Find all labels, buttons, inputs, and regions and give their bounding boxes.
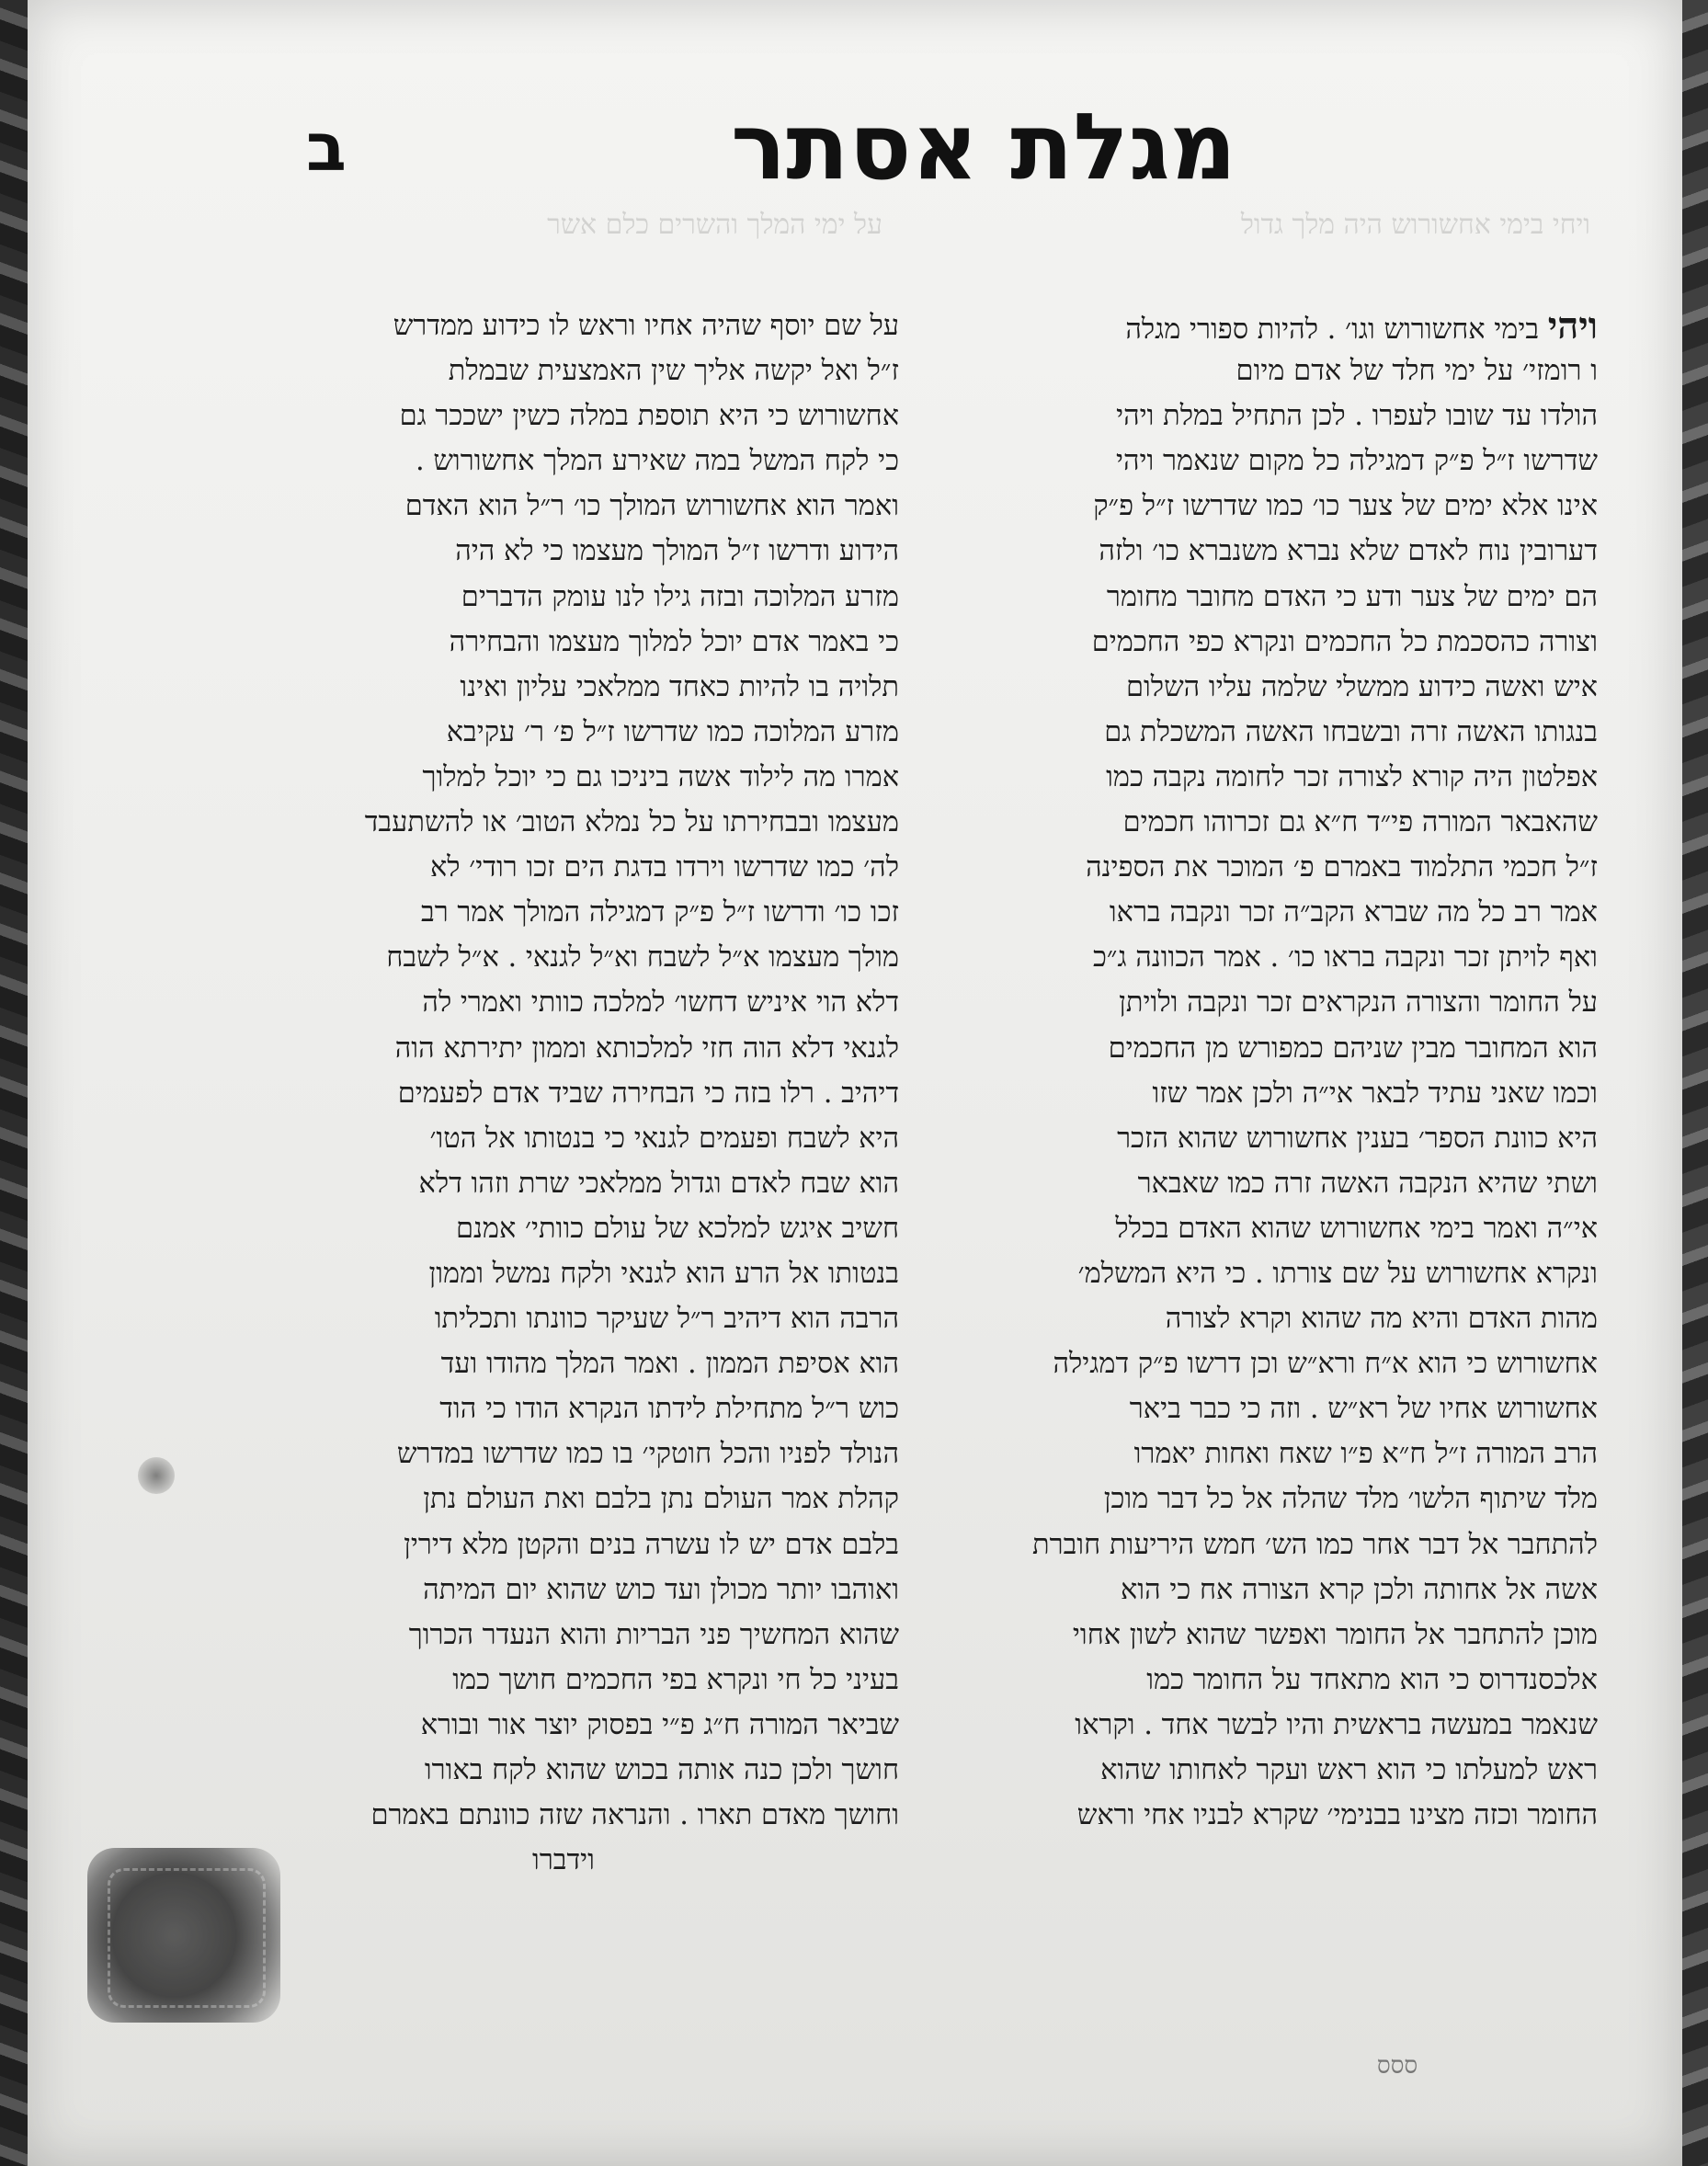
catchword: ססס [1376, 2052, 1418, 2080]
text-line: על שם יוסף שהיה אחיו וראש לו כידוע ממדרש [393, 310, 899, 342]
text-line [936, 620, 1598, 665]
library-stamp [87, 1848, 280, 2023]
text-line [936, 1026, 1598, 1071]
text-line: בעיני כל חי ונקרא בפי החכמים חושך כמו [452, 1663, 899, 1696]
text-line: ואוהבו יותר מכולן ועד כוש שהוא יום המיתה [423, 1573, 899, 1606]
text-line-content: שנאמר במעשה בראשית והיו לבשר אחד . וקראו [1075, 1708, 1598, 1741]
text-line [936, 1748, 1598, 1793]
page-title: מגלת אסתר [731, 93, 1236, 200]
text-line [936, 303, 1598, 348]
text-line: היא לשבח ופעמים לגנאי כי בנטותו אל הטו׳ [429, 1122, 899, 1155]
text-line: כוש ר״ל מתחילת לידתו הנקרא הודו כי הוד [439, 1393, 899, 1426]
text-line: לה׳ כמו שדרשו וירדו בדגת הים זכו רודי׳ לא [430, 851, 899, 884]
text-line [936, 1568, 1598, 1613]
text-line [936, 1793, 1598, 1838]
text-line-content: אינו אלא ימים של צער כו׳ כמו שדרשו ז״ל פ״ק [1093, 490, 1598, 523]
text-line [936, 1658, 1598, 1703]
text-line: הוא שבח לאדם וגדול ממלאכי שרת וזהו דלא [418, 1167, 899, 1200]
text-line-content: מהות האדם והיא מה שהוא וקרא לצורה [1165, 1303, 1598, 1336]
bleed-through-text: ויחי בימי אחשורוש היה מלך גדול [1240, 209, 1590, 241]
text-line [936, 393, 1598, 439]
text-line-content: מוכן להתחבר אל החומר ואפשר שהוא לשון אחוי [1072, 1618, 1598, 1651]
catchword-line: וידברו [532, 1844, 595, 1877]
opening-word: ויהי [1547, 304, 1598, 348]
text-line [936, 1522, 1598, 1568]
text-line: הנולד לפניו והכל חוטקי׳ בו כמו שדרשו במדרש [396, 1438, 899, 1471]
text-line: חשיב איגש למלכא של עולם כוותי׳ אמנם [455, 1212, 899, 1245]
text-line-content: וצורה כהסכמת כל החכמים ונקרא כפי החכמים [1091, 625, 1598, 658]
text-line [936, 1613, 1598, 1658]
text-line-content: דערובין נוח לאדם שלא נברא משנברא כו׳ ולזה [1099, 535, 1598, 568]
text-line: אחשורוש כי היא תוספת במלה כשין ישככר גם [399, 400, 899, 433]
ink-smudge [138, 1457, 175, 1494]
text-line [936, 845, 1598, 890]
left-text-column [228, 303, 899, 1883]
text-line [936, 529, 1598, 574]
text-line [936, 348, 1598, 393]
text-line-content: החומר וכזה מצינו בבנימי׳ שקרא לבניו אחי וראש [1076, 1799, 1598, 1832]
text-line [936, 710, 1598, 755]
text-line-content: להתחבר אל דבר אחר כמו הש׳ חמש היריעות חוברת [1032, 1528, 1598, 1561]
text-line: וחושך מאדם תארו . והנראה שזה כוונתם באמרם [370, 1799, 899, 1832]
text-line: ז״ל ואל יקשה אליך שין האמצעית שבמלת [448, 355, 899, 388]
text-line-content: בנגותו האשה זרה ובשבחו האשה המשכלת גם [1104, 715, 1598, 748]
text-line-content: הרב המורה ז״ל ח״א פ״ו שאח ואחות יאמרו [1133, 1438, 1598, 1471]
text-line-content: שהאבאר המורה פי״ד ח״א גם זכרוהו חכמים [1122, 806, 1598, 839]
text-line: ואמר הוא אחשורוש המולך כו׳ ר״ל הוא האדם [404, 490, 899, 523]
text-line [936, 1476, 1598, 1522]
text-line [936, 1071, 1598, 1116]
text-line [936, 1431, 1598, 1476]
text-line: מולך מעצמו א״ל לשבח וא״ל לגנאי . א״ל לשבח [386, 941, 899, 975]
text-line: דלא הוי איניש דחשו׳ למלכה כוותי ואמרי לה [422, 986, 899, 1020]
text-line [936, 890, 1598, 935]
page-edge-left [0, 0, 28, 2166]
text-line-content: אמר רב כל מה שברא הקב״ה זכר ונקבה בראו [1109, 896, 1598, 929]
text-line: שביאר המורה ח״ג פ״י בפסוק יוצר אור ובורא [420, 1708, 899, 1741]
text-line: דיהיב . רלו בזה כי הבחירה שביד אדם לפעמים [397, 1077, 899, 1110]
text-line: בלבם אדם יש לו עשרה בנים והקטן מלא דירין [404, 1528, 899, 1561]
text-line-content: הוא המחובר מבין שניהם כמפורש מן החכמים [1108, 1032, 1598, 1065]
text-line: כי לקח המשל במה שאירע המלך אחשורוש . [415, 445, 899, 478]
text-line [936, 1386, 1598, 1431]
right-text-column [936, 303, 1598, 1838]
text-line-content: הולדו עד שובו לעפרו . לכן התחיל במלת ויהי [1116, 400, 1598, 433]
text-line [936, 665, 1598, 710]
text-line-content: אחשורוש כי הוא א״ח ורא״ש וכן דרשו פ״ק דמגילה [1053, 1348, 1598, 1381]
text-line-content: הם ימים של צער ודע כי האדם מחובר מחומר [1106, 580, 1598, 613]
text-line [936, 575, 1598, 620]
text-line-content: ואף לויתן זכר ונקבה בראו כו׳ . אמר הכוונה ג״כ [1093, 941, 1598, 975]
text-line [936, 1296, 1598, 1341]
text-line-content: ראש למעלתו כי הוא ראש ועקר לאחותו שהוא [1100, 1754, 1598, 1786]
text-line: שהוא המחשיך פני הבריות והוא הנעדר הכרוך [408, 1618, 899, 1651]
text-line-content: שדרשו ז״ל פ״ק דמגילה כל מקום שנאמר ויהי [1115, 445, 1598, 478]
text-line: מזרע המלוכה ובזה גילו לנו עומק הדברים [461, 580, 899, 613]
text-line [936, 1206, 1598, 1251]
text-line: כי באמר אדם יוכל למלוך מעצמו והבחירה [449, 625, 899, 658]
text-line [936, 1116, 1598, 1161]
text-line-content: ו רומזי׳ על ימי חלד של אדם מיום [1235, 355, 1598, 388]
text-line: בנטותו אל הרע הוא לגנאי ולקח נמשל וממון [428, 1257, 899, 1290]
text-line-content: על החומר והצורה הנקראים זכר ונקבה ולויתן [1119, 986, 1598, 1020]
page-edge-right [1682, 0, 1708, 2166]
text-line-content: בימי אחשורוש וגו׳ . להיות ספורי מגלה [1125, 314, 1548, 346]
text-line [936, 1341, 1598, 1386]
text-line: הידוע ודרשו ז״ל המולך מעצמו כי לא היה [455, 535, 899, 568]
text-line-content: אחשורוש אחיו של רא״ש . וזה כי כבר ביאר [1129, 1393, 1598, 1426]
text-line: הרבה הוא דיהיב ר״ל שעיקר כוונתו ותכליתו [434, 1303, 899, 1336]
text-line [936, 1703, 1598, 1748]
text-line: חושך ולכן כנה אותה בכוש שהוא לקח באורו [424, 1754, 899, 1786]
text-line [936, 484, 1598, 529]
text-line: מזרע המלוכה כמו שדרשו ז״ל פ׳ ר׳ עקיבא [446, 715, 899, 748]
text-line: קהלת אמר העולם נתן בלבם ואת העולם נתן [423, 1483, 899, 1516]
text-line-content: וכמו שאני עתיד לבאר אי״ה ולכן אמר שזו [1152, 1077, 1598, 1110]
text-line: לגנאי דלא הוה חזי למלכותא וממון יתירתא הוה [394, 1032, 899, 1065]
text-line-content: מלד שיתוף הלשו׳ מלד שהלה אל כל דבר מוכן [1103, 1483, 1598, 1516]
text-line: מעצמו ובבחירתו על כל נמלא הטוב׳ או להשתעבד [364, 806, 899, 839]
text-line [936, 439, 1598, 484]
text-line: זכו כו׳ ודרשו ז״ל פ״ק דמגילה המולך אמר רב [421, 896, 899, 929]
page-number: ב [306, 108, 347, 186]
text-line-content: איש ואשה כידוע ממשלי שלמה עליו השלום [1125, 670, 1598, 703]
text-line-content: ושתי שהיא הנקבה האשה זרה כמו שאבאר [1137, 1167, 1598, 1200]
text-line-content: אשה אל אחותה ולכן קרא הצורה אח כי הוא [1121, 1573, 1598, 1606]
text-line-content: אלכסנדרוס כי הוא מתאחד על החומר כמו [1146, 1663, 1598, 1696]
text-line-content: ונקרא אחשורוש על שם צורתו . כי היא המשלמ׳ [1077, 1257, 1598, 1290]
text-line [936, 935, 1598, 980]
text-line-content: היא כוונת הספר׳ בענין אחשורוש שהוא הזכר [1117, 1122, 1598, 1155]
text-line [936, 1161, 1598, 1206]
text-line: הוא אסיפת הממון . ואמר המלך מהודו ועד [440, 1348, 899, 1381]
text-line: אמרו מה לילוד אשה ביניכו גם כי יוכל למלוך [422, 760, 899, 793]
text-line-content: אפלטון היה קורא לצורה זכר לחומה נקבה כמו [1106, 760, 1598, 793]
text-line [936, 800, 1598, 845]
text-line [936, 1251, 1598, 1296]
text-line [936, 980, 1598, 1025]
bleed-through-text: על ימי המלך והשרים כלם אשר [547, 209, 882, 241]
text-line: תלויה בו להיות כאחד ממלאכי עליון ואינו [460, 670, 899, 703]
text-line-content: אי״ה ואמר בימי אחשורוש שהוא האדם בכלל [1115, 1212, 1598, 1245]
text-line-content: ז״ל חכמי התלמוד באמרם פ׳ המוכר את הספינה [1086, 851, 1598, 884]
text-line [936, 755, 1598, 800]
